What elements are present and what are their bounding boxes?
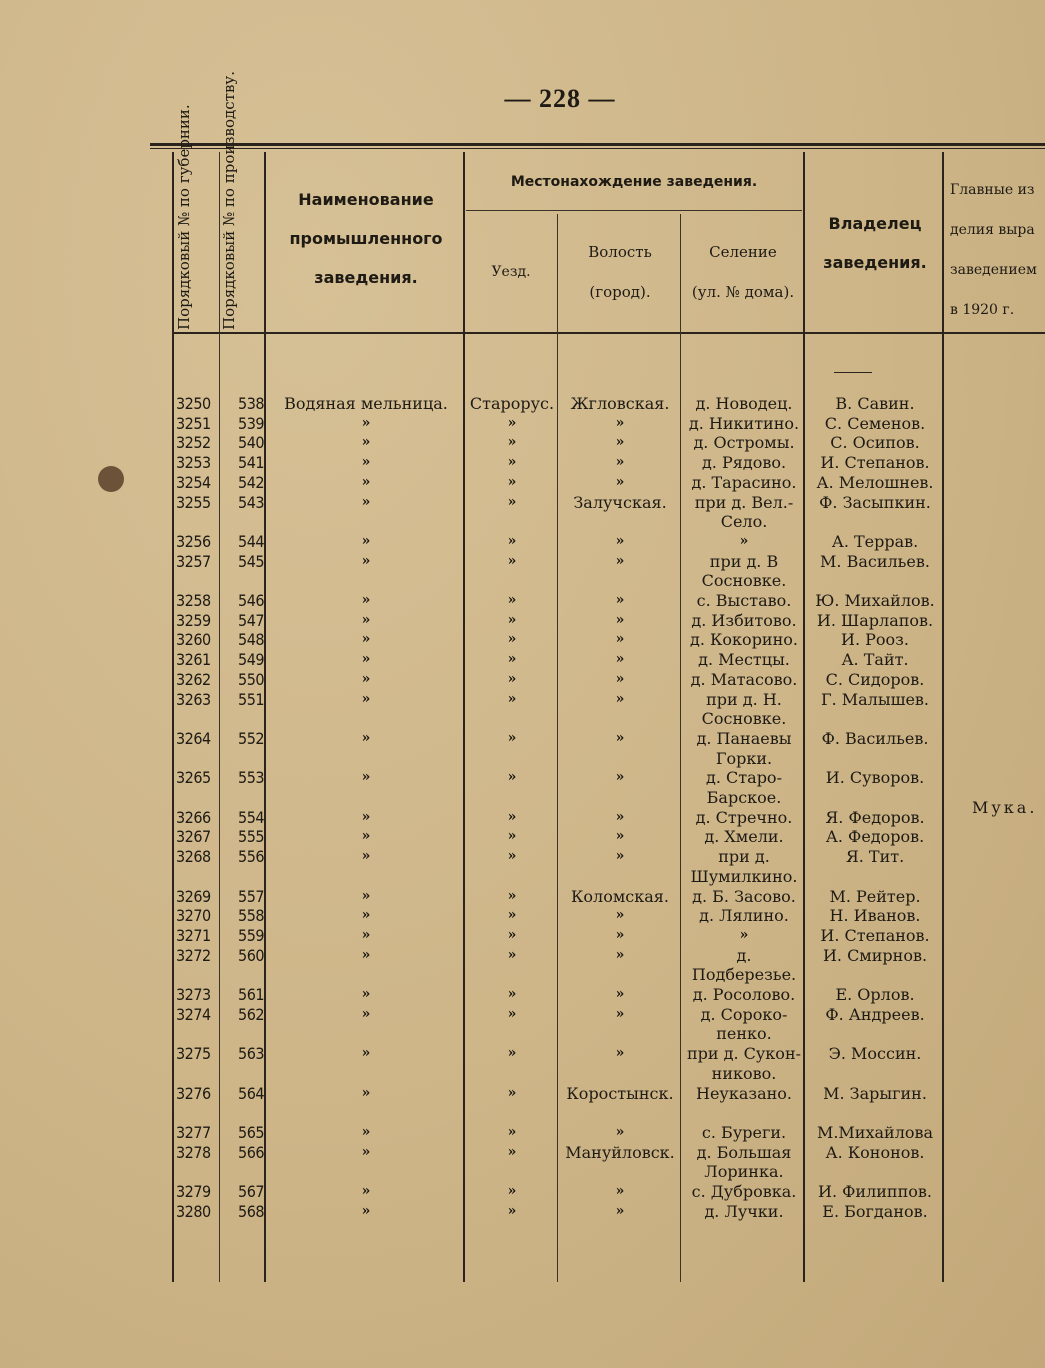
row-uezd: » [507,473,517,490]
row-name: » [361,808,371,825]
row-number-gub: 3271 [176,925,211,945]
row-owner: А. Мелошнев. [816,472,934,492]
row-number-gub: 3275 [176,1044,211,1064]
col-line-3 [463,152,465,1282]
row-uezd: » [507,1005,517,1022]
row-number-gub: 3264 [176,728,211,748]
products-value: Мука. [972,798,1038,817]
row-name: » [361,1202,371,1219]
row-number-gub: 3266 [176,807,211,827]
row-volost: » [615,828,625,845]
row-owner: М.Михайлова [816,1122,934,1142]
row-number-proizv: 552 [238,728,264,748]
row-name: » [361,473,371,490]
row-owner: М. Васильев. [820,551,930,571]
row-uezd: » [507,769,517,786]
row-selenie: д. Лялино. [699,906,789,926]
header-no-gub: Порядковый № по губернии. [175,104,193,330]
row-number-proizv: 554 [238,807,264,827]
row-owner: Ю. Михайлов. [815,591,935,610]
row-number-gub: 3279 [176,1182,211,1201]
table-header-rule [172,332,1045,334]
row-number-proizv: 557 [238,886,264,906]
row-name: » [361,848,371,865]
row-selenie: д. Хмели. [704,827,784,847]
row-number-proizv: 546 [238,591,264,610]
row-selenie: Неуказано. [695,1083,793,1103]
row-name: » [361,946,371,963]
row-name: » [361,454,371,471]
row-selenie: д. Панаевы Горки. [696,728,792,768]
row-name: » [361,1084,371,1101]
row-number-proizv: 564 [238,1083,264,1103]
header-no-proizv: Порядковый № по производству. [220,71,238,330]
row-selenie: д. Старо-Барское. [706,768,782,807]
row-number-gub: 3252 [176,433,211,453]
row-number-gub: 3254 [176,472,211,492]
row-selenie: с. Буреги. [701,1122,787,1142]
row-number-proizv: 550 [238,669,264,689]
row-owner: И. Суворов. [825,768,925,788]
row-selenie: д. Рядово. [701,453,787,473]
row-uezd: » [507,828,517,845]
row-uezd: » [507,1202,517,1219]
row-uezd: » [507,926,517,943]
row-name: » [361,611,371,628]
row-name: » [361,434,371,451]
row-owner: Г. Малышев. [820,689,930,709]
row-volost: » [615,592,625,608]
row-volost: » [615,848,625,865]
owner-column-dash [834,372,872,373]
row-uezd: » [507,946,517,963]
row-volost: » [615,414,625,431]
row-name: » [361,631,371,648]
row-volost: Коростынск. [566,1083,674,1103]
row-number-proizv: 558 [238,906,264,926]
row-selenie: при д. Сукон-никово. [686,1044,802,1083]
row-uezd: » [507,729,517,746]
row-uezd: » [507,670,517,687]
row-uezd: Старорус. [469,394,555,413]
location-group-rule [466,210,802,211]
row-owner: А. Террав. [831,531,919,551]
row-owner: И. Степанов. [820,925,930,945]
row-selenie: д. Кокорино. [690,630,798,650]
row-uezd: » [507,592,517,608]
row-selenie: д. Новодец. [695,394,793,413]
row-number-gub: 3265 [176,768,211,788]
row-owner: И. Филиппов. [818,1182,932,1201]
row-number-gub: 3259 [176,610,211,630]
row-uezd: » [507,434,517,451]
row-number-gub: 3257 [176,551,211,571]
row-number-proizv: 559 [238,925,264,945]
table-top-rule [150,143,1045,146]
row-volost: » [615,986,625,1002]
row-owner: М. Рейтер. [829,886,921,906]
row-owner: С. Осипов. [830,433,920,453]
row-uezd: » [507,414,517,431]
row-number-gub: 3278 [176,1142,211,1162]
row-volost: » [615,611,625,628]
row-number-proizv: 556 [238,847,264,867]
row-volost: » [615,1123,625,1140]
row-owner: И. Смирнов. [822,945,928,965]
row-number-proizv: 549 [238,650,264,670]
row-owner: А. Кононов. [825,1142,925,1162]
row-volost: » [615,454,625,471]
row-name: » [361,670,371,687]
row-name: » [361,532,371,549]
row-name: » [361,1045,371,1062]
row-volost: » [615,1202,625,1219]
row-name: » [361,887,371,904]
row-name: » [361,828,371,845]
row-owner: Ф. Васильев. [821,728,929,748]
row-owner: Я. Тит. [845,847,905,867]
row-uezd: » [507,493,517,510]
row-uezd: » [507,887,517,904]
row-name: » [361,414,371,431]
row-volost: » [615,1005,625,1022]
row-owner: Е. Орлов. [835,985,915,1004]
row-selenie: д. Избитово. [691,610,797,630]
row-selenie: д. Стречно. [695,807,793,827]
row-volost: » [615,434,625,451]
row-volost: » [615,670,625,687]
row-number-gub: 3267 [176,827,211,847]
row-uezd: » [507,808,517,825]
row-selenie: при д. Вел.-Село. [694,492,794,532]
row-volost: » [615,532,625,549]
header-selenie: Селение (ул. № дома). [691,243,795,301]
row-name: » [361,926,371,943]
row-volost: » [615,690,625,707]
row-name: » [361,493,371,510]
row-uezd: » [507,1084,517,1101]
row-number-gub: 3276 [176,1083,211,1103]
row-name: Водяная мельница. [284,394,448,413]
row-owner: С. Сидоров. [825,669,925,689]
row-number-proizv: 541 [238,453,264,473]
row-name: » [361,552,371,569]
row-number-gub: 3250 [176,394,211,413]
row-number-proizv: 560 [238,945,264,965]
header-name: Наименование промышленного заведения. [289,190,443,287]
row-number-gub: 3253 [176,453,211,473]
row-name: » [361,986,371,1002]
row-selenie: при д. В Сосновке. [701,551,787,591]
header-volost: Волость (город). [588,243,652,301]
row-number-proizv: 548 [238,630,264,650]
row-selenie: д. Подберезье. [691,945,797,985]
row-selenie: д. Б. Засово. [692,886,796,906]
row-selenie: д. Остромы. [693,433,795,453]
row-owner: Я. Федоров. [825,807,925,827]
row-number-gub: 3261 [176,650,211,670]
row-uezd: » [507,532,517,549]
row-uezd: » [507,651,517,668]
row-volost: Коломская. [571,886,669,906]
row-number-gub: 3268 [176,847,211,867]
row-volost: » [615,808,625,825]
page-stain [98,466,124,492]
row-volost: » [615,651,625,668]
row-owner: Е. Богданов. [822,1201,928,1221]
row-selenie: при д. Н. Сосновке. [701,689,787,729]
row-owner: А. Тайт. [841,650,909,670]
row-number-proizv: 567 [238,1182,264,1201]
row-owner: А. Федоров. [825,827,925,847]
row-volost: » [615,926,625,943]
row-number-gub: 3258 [176,591,211,610]
row-selenie: д. Большая Лоринка. [696,1142,792,1182]
row-selenie: д. Росолово. [692,985,796,1004]
header-uezd: Уезд. [491,264,531,280]
row-volost: » [615,1183,625,1199]
row-selenie: с. Дубровка. [691,1182,797,1201]
row-selenie: д. Лучки. [704,1201,784,1221]
row-name: » [361,592,371,608]
row-number-proizv: 566 [238,1142,264,1162]
row-name: » [361,1005,371,1022]
row-owner: И. Рооз. [841,630,909,650]
page-number: — 228 — [504,84,616,113]
row-number-gub: 3274 [176,1004,211,1024]
row-number-proizv: 547 [238,610,264,630]
row-selenie: » [739,926,749,943]
row-number-gub: 3269 [176,886,211,906]
row-selenie: при д. Шумилкино. [690,847,798,886]
row-name: » [361,690,371,707]
row-uezd: » [507,552,517,569]
col-line-0 [172,152,174,1282]
row-owner: Ф. Засыпкин. [819,492,931,512]
row-number-gub: 3260 [176,630,211,650]
row-uezd: » [507,454,517,471]
row-uezd: » [507,1045,517,1062]
row-volost: » [615,1045,625,1062]
row-number-proizv: 561 [238,985,264,1004]
row-selenie: д. Местцы. [698,650,790,670]
table-top-rule-thin [150,148,1045,149]
row-uezd: » [507,690,517,707]
row-number-proizv: 540 [238,433,264,453]
row-name: » [361,729,371,746]
row-number-gub: 3273 [176,985,211,1004]
row-number-proizv: 568 [238,1201,264,1221]
header-location-group: Местонахождение заведения. [510,174,758,190]
row-number-proizv: 563 [238,1044,264,1064]
row-number-proizv: 539 [238,413,264,433]
row-name: » [361,1123,371,1140]
header-products: Главные из делия выра заведением в 1920 г. [950,182,1037,318]
row-name: » [361,769,371,786]
col-line-7 [942,152,944,1282]
row-volost: » [615,552,625,569]
header-owner: Владелец заведения. [823,214,927,272]
row-number-gub: 3262 [176,669,211,689]
row-number-proizv: 565 [238,1122,264,1142]
row-number-gub: 3251 [176,413,211,433]
row-volost: Залучская. [573,492,667,512]
row-selenie: с. Выставо. [696,591,792,610]
row-number-gub: 3272 [176,945,211,965]
row-number-proizv: 543 [238,492,264,512]
row-number-proizv: 562 [238,1004,264,1024]
row-number-gub: 3255 [176,492,211,512]
row-volost: » [615,907,625,924]
row-uezd: » [507,631,517,648]
row-uezd: » [507,907,517,924]
row-uezd: » [507,1143,517,1160]
row-owner: И. Шарлапов. [816,610,934,630]
col-line-2 [264,152,266,1282]
row-owner: Э. Моссин. [828,1044,922,1064]
row-volost: » [615,631,625,648]
row-selenie: » [739,532,749,549]
row-name: » [361,651,371,668]
row-number-gub: 3280 [176,1201,211,1221]
row-name: » [361,907,371,924]
row-number-gub: 3263 [176,689,211,709]
row-owner: Ф. Андреев. [825,1004,925,1024]
row-number-proizv: 553 [238,768,264,788]
row-uezd: » [507,1183,517,1199]
row-volost: » [615,473,625,490]
row-owner: В. Савин. [835,394,915,413]
row-owner: И. Степанов. [820,453,930,473]
row-number-proizv: 544 [238,531,264,551]
row-number-proizv: 538 [238,394,264,413]
row-volost: » [615,729,625,746]
row-volost: Жгловская. [570,394,670,413]
row-owner: С. Семенов. [824,413,926,433]
row-number-proizv: 555 [238,827,264,847]
row-owner: М. Зарыгин. [823,1083,927,1103]
row-number-gub: 3270 [176,906,211,926]
row-number-proizv: 551 [238,689,264,709]
row-number-proizv: 545 [238,551,264,571]
row-uezd: » [507,848,517,865]
row-name: » [361,1143,371,1160]
row-selenie: д. Сороко-пенко. [700,1004,788,1044]
row-number-proizv: 542 [238,472,264,492]
row-name: » [361,1183,371,1199]
row-uezd: » [507,1123,517,1140]
row-volost: » [615,769,625,786]
row-uezd: » [507,611,517,628]
row-owner: Н. Иванов. [829,906,921,926]
row-volost: » [615,946,625,963]
row-number-gub: 3277 [176,1122,211,1142]
row-selenie: д. Никитино. [688,413,800,433]
row-selenie: д. Матасово. [690,669,798,689]
row-volost: Мануйловск. [565,1142,675,1162]
row-selenie: д. Тарасино. [691,472,797,492]
row-uezd: » [507,986,517,1002]
row-number-gub: 3256 [176,531,211,551]
